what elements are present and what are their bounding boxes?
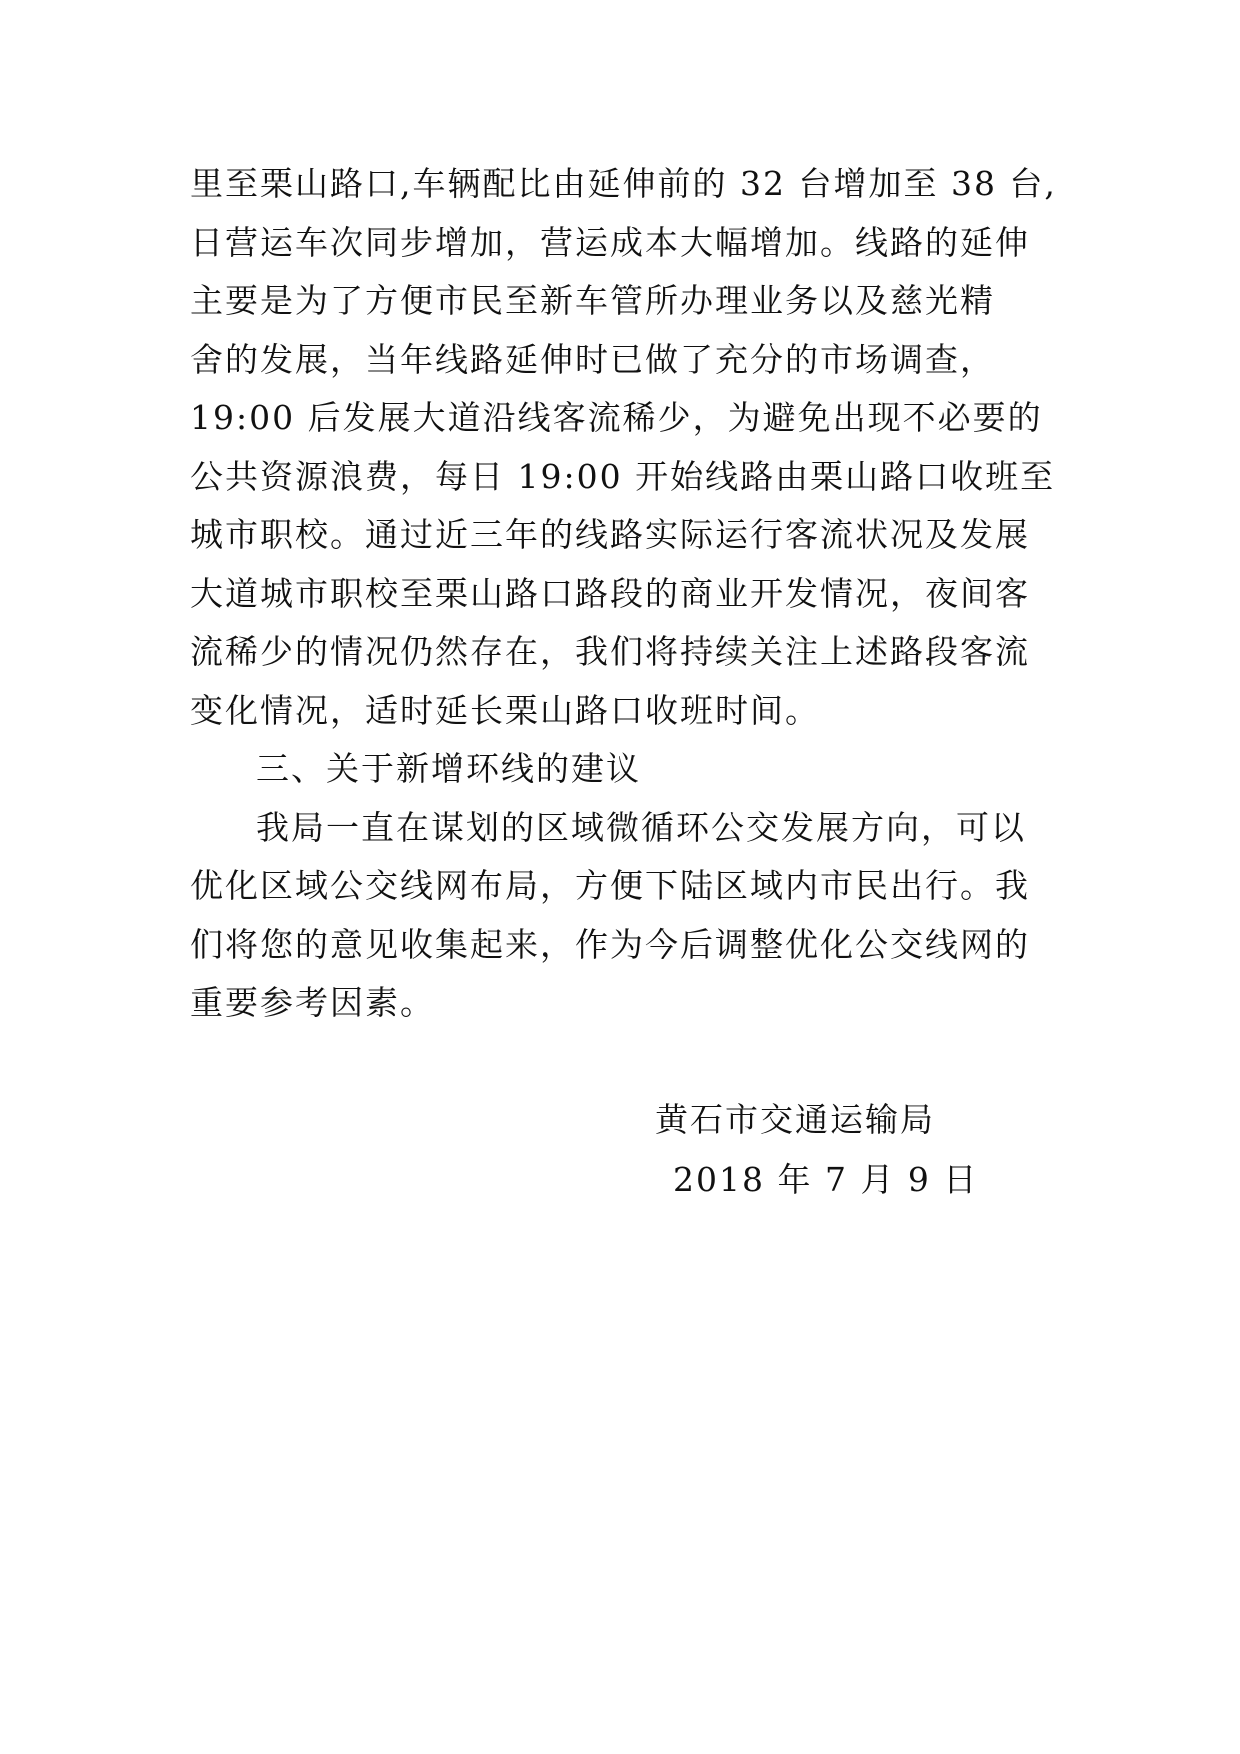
body-line: 流稀少的情况仍然存在，我们将持续关注上述路段客流	[190, 632, 1030, 671]
signature-block	[640, 1090, 980, 1210]
section-heading: 三、关于新增环线的建议	[256, 749, 641, 788]
body-line: 重要参考因素。	[190, 983, 435, 1022]
body-line: 们将您的意见收集起来，作为今后调整优化公交线网的	[190, 924, 1030, 964]
body-line: 变化情况，适时延长栗山路口收班时间。	[190, 690, 820, 730]
body-line: 优化区域公交线网布局，方便下陆区域内市民出行。我	[190, 866, 1030, 905]
signature-date: 2018 年 7 月 9 日	[673, 1160, 979, 1199]
body-line: 里至栗山路口,车辆配比由延伸前的 32 台增加至 38 台,	[190, 164, 1057, 203]
signature-organization: 黄石市交通运输局	[655, 1100, 935, 1139]
body-line: 主要是为了方便市民至新车管所办理业务以及慈光精	[190, 281, 995, 320]
body-line: 公共资源浪费，每日 19:00 开始线路由栗山路口收班至	[190, 456, 1056, 496]
body-line: 舍的发展，当年线路延伸时已做了充分的市场调查，	[190, 339, 995, 379]
body-line: 大道城市职校至栗山路口路段的商业开发情况，夜间客	[190, 573, 1030, 613]
body-line: 日营运车次同步增加，营运成本大幅增加。线路的延伸	[190, 222, 1030, 262]
body-line: 19:00 后发展大道沿线客流稀少，为避免出现不必要的	[190, 398, 1043, 437]
body-line: 我局一直在谋划的区域微循环公交发展方向，可以	[256, 807, 1026, 847]
body-line: 城市职校。通过近三年的线路实际运行客流状况及发展	[190, 515, 1030, 554]
letter-body	[190, 155, 1057, 1033]
